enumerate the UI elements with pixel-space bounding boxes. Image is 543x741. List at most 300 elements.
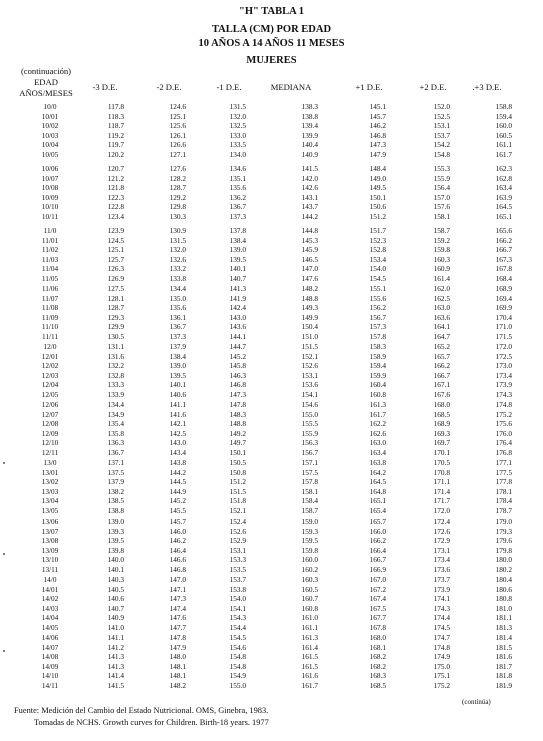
value-cell: 126.3 <box>107 264 124 273</box>
value-cell: 140.0 <box>107 555 124 564</box>
age-cell: 14/06 <box>41 633 59 642</box>
value-cell: 159.2 <box>433 235 450 245</box>
value-cell: 144.9 <box>169 486 186 496</box>
value-cell: 161.1 <box>495 140 512 149</box>
age-cell: 10/06 <box>41 164 59 173</box>
value-cell: 174.3 <box>495 389 512 399</box>
table-row <box>0 102 543 112</box>
value-cell: 174.4 <box>433 613 450 622</box>
age-cell: 13/08 <box>41 536 59 545</box>
value-cell: 147.8 <box>229 400 246 409</box>
value-cell: 125.6 <box>169 121 186 130</box>
age-label: EDAD <box>34 77 58 87</box>
value-cell: 156.7 <box>369 312 386 322</box>
value-cell: 139.5 <box>229 254 246 264</box>
value-cell: 155.9 <box>433 173 450 183</box>
value-cell: 127.1 <box>169 149 186 159</box>
value-cell: 181.7 <box>495 661 512 671</box>
age-cell: 10/04 <box>41 140 59 149</box>
value-cell: 147.0 <box>301 264 318 273</box>
value-cell: 152.9 <box>229 536 246 545</box>
value-cell: 135.6 <box>169 303 186 312</box>
value-cell: 145.2 <box>169 496 186 505</box>
value-cell: 127.5 <box>107 284 124 293</box>
value-cell: 147.1 <box>169 584 186 594</box>
age-cell: 10/0 <box>43 102 57 111</box>
value-cell: 138.8 <box>107 505 124 515</box>
value-cell: 143.8 <box>169 458 186 467</box>
value-cell: 167.3 <box>495 254 512 264</box>
value-cell: 152.3 <box>369 235 386 245</box>
value-cell: 168.5 <box>433 409 450 419</box>
value-cell: 167.8 <box>495 264 512 273</box>
table-row <box>0 506 543 516</box>
value-cell: 148.2 <box>301 284 318 293</box>
table-title: TALLA (CM) POR EDAD <box>211 24 332 35</box>
source-note-2: Tomadas de NCHS. Growth curves for Children. Birth-18 years. 1977 <box>34 718 269 727</box>
value-cell: 139.0 <box>107 517 124 526</box>
table-row <box>0 410 543 420</box>
value-cell: 152.8 <box>369 245 386 254</box>
value-cell: 154.6 <box>229 642 246 652</box>
value-cell: 120.7 <box>107 164 124 173</box>
value-cell: 138.4 <box>169 351 186 361</box>
value-cell: 147.3 <box>369 140 386 149</box>
value-cell: 128.2 <box>169 173 186 183</box>
value-cell: 162.0 <box>433 284 450 293</box>
value-cell: 147.0 <box>169 575 186 584</box>
age-cell: 13/09 <box>41 545 59 555</box>
value-cell: 180.2 <box>495 564 512 574</box>
value-cell: 150.4 <box>301 322 318 331</box>
table-row <box>0 487 543 497</box>
age-cell: 10/08 <box>41 183 59 192</box>
value-cell: 175.2 <box>495 409 512 419</box>
age-cell: 10/02 <box>41 121 59 130</box>
age-cell: 10/11 <box>41 211 59 221</box>
value-cell: 145.8 <box>229 361 246 370</box>
value-cell: 145.9 <box>301 245 318 254</box>
value-cell: 181.4 <box>495 633 512 642</box>
value-cell: 145.5 <box>169 505 186 515</box>
value-cell: 158.3 <box>369 342 386 351</box>
value-cell: 161.7 <box>369 409 386 419</box>
value-cell: 142.5 <box>169 428 186 438</box>
value-cell: 166.0 <box>369 526 386 536</box>
scan-mark <box>3 462 5 464</box>
age-cell: 13/10 <box>41 555 59 564</box>
value-cell: 170.5 <box>433 458 450 467</box>
value-cell: 162.6 <box>369 428 386 438</box>
value-cell: 125.7 <box>107 254 124 264</box>
value-cell: 161.0 <box>301 613 318 622</box>
value-cell: 149.9 <box>301 312 318 322</box>
value-cell: 118.3 <box>107 111 124 121</box>
value-cell: 133.2 <box>169 264 186 273</box>
value-cell: 151.5 <box>229 486 246 496</box>
table-row <box>0 468 543 478</box>
value-cell: 158.1 <box>301 486 318 496</box>
value-cell: 132.0 <box>169 245 186 254</box>
value-cell: 171.1 <box>433 477 450 486</box>
value-cell: 164.1 <box>433 322 450 331</box>
value-cell: 149.2 <box>229 428 246 438</box>
age-cell: 12/02 <box>41 361 59 370</box>
value-cell: 167.1 <box>433 380 450 389</box>
value-cell: 172.4 <box>433 517 450 526</box>
value-cell: 159.0 <box>301 517 318 526</box>
value-cell: 142.4 <box>229 303 246 312</box>
value-cell: 147.6 <box>169 613 186 622</box>
value-cell: 133.3 <box>107 380 124 389</box>
value-cell: 128.7 <box>107 303 124 312</box>
value-cell: 135.4 <box>107 419 124 428</box>
table-row <box>0 274 543 284</box>
value-cell: 139.5 <box>169 370 186 380</box>
value-cell: 168.9 <box>495 284 512 293</box>
age-cell: 11/04 <box>41 264 59 273</box>
value-cell: 155.6 <box>369 293 386 303</box>
value-cell: 146.8 <box>229 380 246 389</box>
value-cell: 152.6 <box>301 361 318 370</box>
value-cell: 153.4 <box>369 254 386 264</box>
age-cell: 11/08 <box>41 303 59 312</box>
value-cell: 146.5 <box>301 254 318 264</box>
value-cell: 142.6 <box>301 183 318 192</box>
value-cell: 165.1 <box>495 211 512 221</box>
value-cell: 168.4 <box>495 273 512 283</box>
value-cell: 151.2 <box>229 477 246 486</box>
value-cell: 159.4 <box>495 111 512 121</box>
value-cell: 161.7 <box>301 680 318 690</box>
value-cell: 136.7 <box>107 447 124 457</box>
value-cell: 155.5 <box>301 419 318 428</box>
value-cell: 148.3 <box>229 409 246 419</box>
value-cell: 148.4 <box>369 164 386 173</box>
value-cell: 154.8 <box>229 652 246 661</box>
value-cell: 173.6 <box>433 564 450 574</box>
value-cell: 166.7 <box>495 245 512 254</box>
value-cell: 130.9 <box>169 226 186 235</box>
value-cell: 157.6 <box>433 202 450 211</box>
value-cell: 161.5 <box>301 661 318 671</box>
column-header: .+3 D.E. <box>472 82 502 92</box>
value-cell: 150.1 <box>369 192 386 202</box>
value-cell: 147.7 <box>169 622 186 632</box>
age-cell: 11/05 <box>41 273 59 283</box>
value-cell: 137.3 <box>229 211 246 221</box>
value-cell: 140.3 <box>107 575 124 584</box>
value-cell: 176.0 <box>495 428 512 438</box>
table-row <box>0 380 543 390</box>
value-cell: 168.9 <box>433 419 450 428</box>
value-cell: 127.6 <box>169 164 186 173</box>
value-cell: 164.5 <box>369 477 386 486</box>
value-cell: 174.1 <box>433 594 450 603</box>
value-cell: 123.9 <box>107 226 124 235</box>
value-cell: 166.7 <box>433 370 450 380</box>
table-row <box>0 555 543 565</box>
value-cell: 148.1 <box>169 671 186 680</box>
value-cell: 161.7 <box>495 149 512 159</box>
table-row <box>0 112 543 122</box>
value-cell: 157.8 <box>301 477 318 486</box>
value-cell: 160.7 <box>301 594 318 603</box>
value-cell: 152.5 <box>433 111 450 121</box>
value-cell: 150.6 <box>369 202 386 211</box>
value-cell: 158.9 <box>369 351 386 361</box>
value-cell: 156.7 <box>301 447 318 457</box>
value-cell: 154.3 <box>229 613 246 622</box>
value-cell: 171.7 <box>433 496 450 505</box>
value-cell: 160.3 <box>301 575 318 584</box>
table-row <box>0 448 543 458</box>
value-cell: 153.7 <box>433 130 450 140</box>
table-row <box>0 255 543 265</box>
table-row <box>0 294 543 304</box>
value-cell: 165.7 <box>369 517 386 526</box>
table-row <box>0 352 543 362</box>
value-cell: 122.3 <box>107 192 124 202</box>
value-cell: 151.7 <box>369 226 386 235</box>
table-row <box>0 633 543 643</box>
value-cell: 181.1 <box>495 613 512 622</box>
value-cell: 152.4 <box>229 517 246 526</box>
value-cell: 157.8 <box>369 331 386 341</box>
value-cell: 143.0 <box>169 438 186 447</box>
value-cell: 133.8 <box>169 273 186 283</box>
value-cell: 156.2 <box>369 303 386 312</box>
table-row <box>0 477 543 487</box>
table-row <box>0 604 543 614</box>
value-cell: 171.5 <box>495 331 512 341</box>
age-cell: 13/03 <box>41 486 59 496</box>
value-cell: 118.7 <box>107 121 124 130</box>
value-cell: 167.8 <box>369 622 386 632</box>
value-cell: 137.3 <box>169 331 186 341</box>
value-cell: 141.4 <box>107 671 124 680</box>
age-cell: 10/01 <box>41 111 59 121</box>
value-cell: 141.3 <box>107 661 124 671</box>
value-cell: 158.1 <box>433 211 450 221</box>
value-cell: 161.4 <box>301 642 318 652</box>
value-cell: 148.0 <box>169 652 186 661</box>
value-cell: 126.9 <box>107 273 124 283</box>
age-cell: 14/04 <box>41 613 59 622</box>
age-cell: 14/0 <box>43 575 57 584</box>
value-cell: 119.2 <box>107 130 124 140</box>
value-cell: 148.2 <box>169 680 186 690</box>
value-cell: 164.2 <box>369 467 386 477</box>
value-cell: 179.0 <box>495 517 512 526</box>
value-cell: 150.5 <box>229 458 246 467</box>
value-cell: 153.3 <box>229 555 246 564</box>
value-cell: 147.9 <box>369 149 386 159</box>
source-note: Fuente: Medición del Cambio del Estado Nutricional. OMS, Ginebra, 1983. <box>14 706 269 715</box>
value-cell: 141.2 <box>107 642 124 652</box>
value-cell: 173.1 <box>433 545 450 555</box>
value-cell: 129.8 <box>169 202 186 211</box>
value-cell: 124.6 <box>169 102 186 111</box>
value-cell: 150.8 <box>229 467 246 477</box>
age-cell: 14/03 <box>41 603 59 613</box>
table-row <box>0 236 543 246</box>
value-cell: 165.2 <box>433 342 450 351</box>
value-cell: 177.5 <box>495 467 512 477</box>
value-cell: 134.0 <box>229 149 246 159</box>
age-cell: 13/01 <box>41 467 59 477</box>
age-cell: 12/08 <box>41 419 59 428</box>
value-cell: 160.4 <box>369 380 386 389</box>
value-cell: 143.6 <box>229 322 246 331</box>
value-cell: 170.1 <box>433 447 450 457</box>
value-cell: 158.8 <box>495 102 512 111</box>
value-cell: 121.8 <box>107 183 124 192</box>
value-cell: 173.9 <box>495 380 512 389</box>
value-cell: 149.7 <box>229 438 246 447</box>
scan-mark <box>3 650 5 652</box>
value-cell: 178.1 <box>495 486 512 496</box>
value-cell: 153.1 <box>229 545 246 555</box>
age-cell: 14/10 <box>41 671 59 680</box>
value-cell: 158.7 <box>433 226 450 235</box>
value-cell: 130.3 <box>169 211 186 221</box>
value-cell: 141.9 <box>229 293 246 303</box>
value-cell: 130.5 <box>107 331 124 341</box>
age-cell: 13/07 <box>41 526 59 536</box>
value-cell: 147.9 <box>169 642 186 652</box>
value-cell: 159.8 <box>301 545 318 555</box>
value-cell: 159.3 <box>301 526 318 536</box>
value-cell: 147.4 <box>169 603 186 613</box>
value-cell: 167.4 <box>369 594 386 603</box>
value-cell: 153.6 <box>301 380 318 389</box>
value-cell: 146.2 <box>369 121 386 130</box>
table-row <box>0 681 543 691</box>
value-cell: 162.5 <box>433 293 450 303</box>
value-cell: 122.8 <box>107 202 124 211</box>
value-cell: 131.5 <box>169 235 186 245</box>
value-cell: 162.3 <box>495 164 512 173</box>
age-cell: 11/10 <box>41 322 59 331</box>
value-cell: 163.4 <box>495 183 512 192</box>
value-cell: 160.0 <box>495 121 512 130</box>
value-cell: 162.8 <box>495 173 512 183</box>
value-cell: 166.4 <box>369 545 386 555</box>
value-cell: 141.3 <box>107 652 124 661</box>
table-row <box>0 546 543 556</box>
age-cell: 12/04 <box>41 380 59 389</box>
value-cell: 159.9 <box>369 370 386 380</box>
value-cell: 140.7 <box>107 603 124 613</box>
value-cell: 149.0 <box>369 173 386 183</box>
value-cell: 156.3 <box>301 438 318 447</box>
value-cell: 166.2 <box>433 361 450 370</box>
column-header: MEDIANA <box>270 82 312 92</box>
value-cell: 138.3 <box>301 102 318 111</box>
age-cell: 14/11 <box>41 680 59 690</box>
value-cell: 146.8 <box>369 130 386 140</box>
value-cell: 179.6 <box>495 536 512 545</box>
value-cell: 157.5 <box>301 467 318 477</box>
value-cell: 181.0 <box>495 603 512 613</box>
value-cell: 166.2 <box>495 235 512 245</box>
value-cell: 161.4 <box>433 273 450 283</box>
value-cell: 143.0 <box>229 312 246 322</box>
value-cell: 161.1 <box>301 622 318 632</box>
value-cell: 155.1 <box>369 284 386 293</box>
value-cell: 173.0 <box>495 361 512 370</box>
value-cell: 123.4 <box>107 211 124 221</box>
value-cell: 141.5 <box>107 680 124 690</box>
value-cell: 172.0 <box>433 505 450 515</box>
value-cell: 163.9 <box>495 192 512 202</box>
value-cell: 144.8 <box>301 226 318 235</box>
value-cell: 124.5 <box>107 235 124 245</box>
value-cell: 159.4 <box>369 361 386 370</box>
value-cell: 152.1 <box>229 505 246 515</box>
table-row <box>0 202 543 212</box>
value-cell: 139.0 <box>229 245 246 254</box>
table-row <box>0 361 543 371</box>
table-row <box>0 284 543 294</box>
value-cell: 177.8 <box>495 477 512 486</box>
value-cell: 137.5 <box>107 467 124 477</box>
table-row <box>0 212 543 222</box>
value-cell: 168.1 <box>369 642 386 652</box>
value-cell: 151.2 <box>369 211 386 221</box>
column-header: -2 D.E. <box>156 82 182 92</box>
table-row <box>0 226 543 236</box>
table-row <box>0 527 543 537</box>
value-cell: 154.9 <box>229 671 246 680</box>
value-cell: 165.4 <box>369 505 386 515</box>
value-cell: 160.8 <box>301 603 318 613</box>
value-cell: 160.0 <box>301 555 318 564</box>
table-row <box>0 140 543 150</box>
table-row <box>0 429 543 439</box>
value-cell: 168.5 <box>369 680 386 690</box>
value-cell: 162.2 <box>369 419 386 428</box>
value-cell: 154.6 <box>301 400 318 409</box>
value-cell: 176.8 <box>495 447 512 457</box>
value-cell: 139.5 <box>107 536 124 545</box>
age-cell: 14/08 <box>41 652 59 661</box>
column-header: -1 D.E. <box>216 82 242 92</box>
value-cell: 174.7 <box>433 633 450 642</box>
value-cell: 138.8 <box>301 111 318 121</box>
value-cell: 121.2 <box>107 173 124 183</box>
table-row <box>0 671 543 681</box>
value-cell: 136.7 <box>229 202 246 211</box>
value-cell: 126.6 <box>169 140 186 149</box>
value-cell: 152.0 <box>433 102 450 111</box>
value-cell: 170.8 <box>433 467 450 477</box>
value-cell: 140.9 <box>107 613 124 622</box>
age-cell: 14/01 <box>41 584 59 594</box>
value-cell: 141.6 <box>169 409 186 419</box>
age-cell: 13/11 <box>41 564 59 574</box>
age-cell: 12/10 <box>41 438 59 447</box>
value-cell: 177.1 <box>495 458 512 467</box>
value-cell: 138.2 <box>107 486 124 496</box>
table-row <box>0 496 543 506</box>
age-cell: 13/04 <box>41 496 59 505</box>
value-cell: 167.6 <box>433 389 450 399</box>
table-subtitle: 10 AÑOS A 14 AÑOS 11 MESES <box>198 38 345 49</box>
value-cell: 180.6 <box>495 584 512 594</box>
value-cell: 170.4 <box>495 312 512 322</box>
